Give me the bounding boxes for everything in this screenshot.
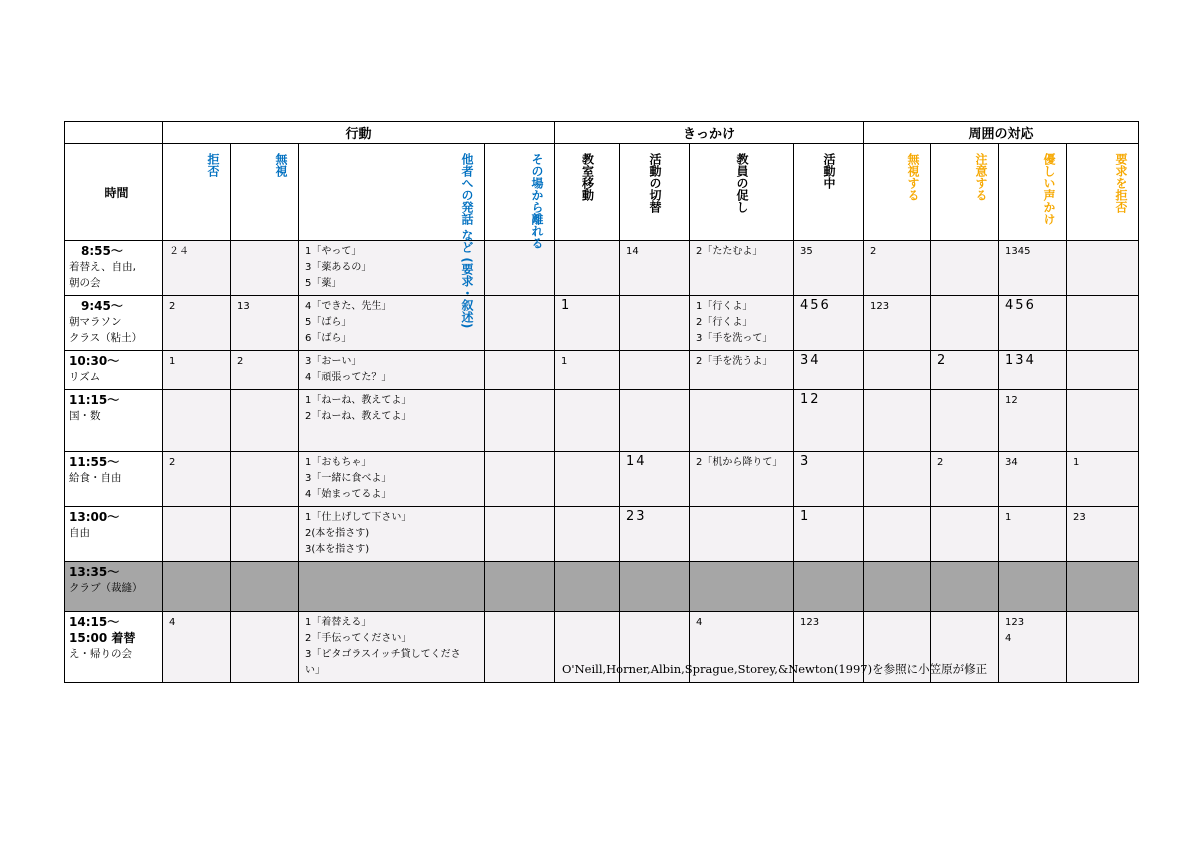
cell-entry: 2 — [937, 457, 944, 468]
activity-label: 自由 — [69, 527, 90, 539]
column-header — [163, 144, 231, 241]
data-cell — [299, 452, 485, 507]
data-cell — [690, 390, 794, 452]
cell-entry: 123 — [870, 301, 890, 312]
cell-entry: 1 — [1005, 512, 1012, 523]
cell-entry: 1 — [800, 509, 811, 524]
column-header — [1067, 144, 1139, 241]
activity-label: 国・数 — [69, 410, 101, 422]
cell-entry: 34 — [800, 353, 821, 368]
data-cell — [231, 507, 299, 562]
column-header — [864, 144, 931, 241]
cell-entry: 3 — [800, 454, 811, 469]
activity-label: クラス（粘土） — [69, 332, 143, 344]
cell-entry: 123 — [1005, 617, 1025, 628]
cell-entry: 4「できた、先生」 — [305, 301, 392, 312]
cell-entry: 2「たたむよ」 — [696, 246, 763, 257]
data-cell — [931, 562, 999, 612]
cell-entry: 12 — [800, 392, 821, 407]
data-cell — [620, 296, 690, 351]
column-header-label: 優しい声かけ — [1042, 153, 1057, 225]
table-row — [65, 507, 1139, 562]
data-cell — [555, 351, 620, 390]
data-cell — [485, 452, 555, 507]
data-cell — [1067, 351, 1139, 390]
cell-entry: 1 — [561, 298, 572, 313]
data-cell — [163, 390, 231, 452]
data-cell — [163, 296, 231, 351]
data-cell — [555, 390, 620, 452]
data-cell — [485, 612, 555, 683]
data-cell — [485, 296, 555, 351]
column-header-label: 注意する — [974, 153, 989, 201]
cell-entry: 3「おーい」 — [305, 356, 362, 367]
cell-entry: 3「一緒に食べよ」 — [305, 473, 392, 484]
data-cell — [690, 296, 794, 351]
cell-entry: 14 — [626, 454, 647, 469]
cell-entry: 2「机から降りて」 — [696, 457, 783, 468]
cell-entry: 456 — [800, 298, 831, 313]
column-header-label: 活動中 — [822, 153, 837, 189]
data-cell — [690, 241, 794, 296]
column-header — [555, 144, 620, 241]
data-cell — [864, 351, 931, 390]
data-cell — [555, 296, 620, 351]
data-cell — [999, 351, 1067, 390]
cell-entry: 23 — [1073, 512, 1086, 523]
cell-entry: 1「おもちゃ」 — [305, 457, 372, 468]
cell-entry: 2「ねーね、教えてよ」 — [305, 411, 412, 422]
data-cell — [1067, 612, 1139, 683]
cell-entry: 2 — [237, 356, 244, 367]
cell-entry: 134 — [1005, 353, 1036, 368]
cell-entry: 4「始まってるよ」 — [305, 489, 392, 500]
time-label: 11:55〜 — [69, 455, 120, 469]
activity-label: え・帰りの会 — [69, 648, 132, 660]
column-header-label: 教室移動 — [580, 153, 595, 201]
data-cell — [231, 351, 299, 390]
cell-entry: 14 — [626, 246, 639, 257]
column-header — [999, 144, 1067, 241]
data-cell — [690, 507, 794, 562]
data-cell — [794, 241, 864, 296]
cell-entry: 34 — [1005, 457, 1018, 468]
cell-entry: 4「頑張ってた？」 — [305, 372, 392, 383]
data-cell — [931, 390, 999, 452]
cell-entry: 5「ばら」 — [305, 317, 352, 328]
time-label: 13:00〜 — [69, 510, 120, 524]
table-row — [65, 241, 1139, 296]
data-cell — [299, 390, 485, 452]
cell-entry: 2 — [169, 301, 176, 312]
cell-entry: 1 — [1073, 457, 1080, 468]
data-cell — [620, 562, 690, 612]
column-header-label: 教員の促し — [735, 153, 750, 213]
column-header-label: 拒否 — [206, 153, 220, 177]
data-cell — [864, 241, 931, 296]
data-cell — [864, 296, 931, 351]
cell-entry: 456 — [1005, 298, 1036, 313]
data-cell — [620, 390, 690, 452]
data-cell — [620, 507, 690, 562]
cell-entry: 2 — [169, 457, 176, 468]
time-label: 13:35〜 — [69, 565, 120, 579]
column-header — [620, 144, 690, 241]
data-cell — [931, 507, 999, 562]
cell-entry: 23 — [626, 509, 647, 524]
table-row — [65, 562, 1139, 612]
data-cell — [620, 452, 690, 507]
data-cell — [794, 390, 864, 452]
cell-entry: 1 — [561, 356, 568, 367]
column-header-label: 無視する — [906, 153, 921, 201]
data-cell — [299, 351, 485, 390]
activity-label: リズム — [69, 371, 101, 383]
column-header — [690, 144, 794, 241]
time-label: 8:55〜 — [81, 244, 123, 258]
time-label: 9:45〜 — [81, 299, 123, 313]
data-cell — [794, 507, 864, 562]
cell-entry: 1「着替える」 — [305, 617, 372, 628]
column-header — [931, 144, 999, 241]
data-cell — [555, 562, 620, 612]
time-cell — [65, 612, 163, 683]
cell-entry: 1「仕上げして下さい」 — [305, 512, 412, 523]
group-header-response: 周囲の対応 — [864, 122, 1139, 144]
data-cell — [794, 296, 864, 351]
data-cell — [620, 241, 690, 296]
activity-label: 15:00 着替 — [69, 631, 136, 645]
data-cell — [231, 612, 299, 683]
time-label: 11:15〜 — [69, 393, 120, 407]
time-label: 14:15〜 — [69, 615, 120, 629]
data-cell — [163, 241, 231, 296]
corner-cell — [65, 122, 163, 144]
activity-label: 朝の会 — [69, 277, 101, 289]
data-cell — [231, 296, 299, 351]
data-cell — [1067, 562, 1139, 612]
data-cell — [163, 507, 231, 562]
data-cell — [794, 562, 864, 612]
data-cell — [999, 452, 1067, 507]
data-cell — [1067, 452, 1139, 507]
cell-entry: 2 — [937, 353, 948, 368]
data-cell — [690, 562, 794, 612]
data-cell — [620, 351, 690, 390]
citation-note: O'Neill,Horner,Albin,Sprague,Storey,&Newton(1997)を参照に小笠原が修正 — [562, 662, 988, 676]
data-cell — [864, 562, 931, 612]
group-header-behavior: 行動 — [163, 122, 555, 144]
cell-entry: 1345 — [1005, 246, 1031, 257]
data-cell — [299, 612, 485, 683]
data-cell — [931, 296, 999, 351]
data-cell — [1067, 241, 1139, 296]
data-cell — [1067, 296, 1139, 351]
data-cell — [999, 241, 1067, 296]
data-cell — [999, 390, 1067, 452]
data-cell — [999, 296, 1067, 351]
activity-label: 着替え、自由, — [69, 261, 136, 273]
column-header-label: その場から離れる — [530, 153, 545, 249]
data-cell — [485, 390, 555, 452]
data-cell — [999, 562, 1067, 612]
data-cell — [231, 241, 299, 296]
time-cell — [65, 452, 163, 507]
activity-label: クラブ（裁縫） — [69, 582, 143, 594]
data-cell — [864, 452, 931, 507]
column-header-label: 他者への発話 など (要求・叙述) — [460, 153, 474, 329]
data-cell — [485, 562, 555, 612]
time-cell — [65, 296, 163, 351]
column-header-label: 要求を拒否 — [1114, 153, 1129, 213]
table-row — [65, 452, 1139, 507]
cell-entry: 123 — [800, 617, 820, 628]
cell-entry: 3「薬あるの」 — [305, 262, 372, 273]
data-cell — [163, 562, 231, 612]
data-cell — [931, 452, 999, 507]
time-cell — [65, 390, 163, 452]
column-header-label: 活動の切替 — [648, 153, 663, 213]
cell-entry: 1「やって」 — [305, 246, 362, 257]
cell-entry: 12 — [1005, 395, 1018, 406]
column-header — [794, 144, 864, 241]
data-cell — [299, 562, 485, 612]
cell-entry: 2「手を洗うよ」 — [696, 356, 773, 367]
data-cell — [1067, 390, 1139, 452]
data-cell — [555, 241, 620, 296]
data-cell — [931, 351, 999, 390]
cell-entry: 13 — [237, 301, 250, 312]
data-cell — [163, 452, 231, 507]
data-cell — [999, 507, 1067, 562]
data-cell — [299, 507, 485, 562]
time-cell — [65, 351, 163, 390]
time-column-header: 時間 — [65, 144, 163, 241]
data-cell — [231, 562, 299, 612]
observation-table — [64, 121, 1139, 683]
column-header — [231, 144, 299, 241]
data-cell — [485, 351, 555, 390]
data-cell — [794, 351, 864, 390]
column-header-label: 無視 — [274, 153, 288, 177]
data-cell — [690, 452, 794, 507]
data-cell — [231, 390, 299, 452]
cell-entry: 1「行くよ」 — [696, 301, 753, 312]
cell-entry: 1 — [169, 356, 176, 367]
cell-entry: 4 — [169, 617, 176, 628]
data-cell — [485, 507, 555, 562]
cell-entry: 1「ねーね、教えてよ」 — [305, 395, 412, 406]
data-cell — [864, 390, 931, 452]
activity-label: 給食・自由 — [69, 472, 122, 484]
time-cell — [65, 562, 163, 612]
time-label: 10:30〜 — [69, 354, 120, 368]
data-cell — [231, 452, 299, 507]
data-cell — [555, 452, 620, 507]
cell-entry: ２４ — [169, 246, 189, 257]
cell-entry: 6「ばら」 — [305, 333, 352, 344]
data-cell — [299, 296, 485, 351]
group-header-trigger: きっかけ — [555, 122, 864, 144]
time-cell — [65, 507, 163, 562]
activity-label: 朝マラソン — [69, 316, 122, 328]
cell-entry: 3「手を洗って」 — [696, 333, 773, 344]
column-header — [485, 144, 555, 249]
data-cell — [163, 351, 231, 390]
cell-entry: 2 — [870, 246, 877, 257]
data-cell — [794, 452, 864, 507]
data-cell — [299, 241, 485, 296]
cell-entry: 2「手伝ってください」 — [305, 633, 412, 644]
data-cell — [163, 612, 231, 683]
data-cell — [931, 241, 999, 296]
data-cell — [999, 612, 1067, 683]
cell-entry: 2「行くよ」 — [696, 317, 753, 328]
table-row — [65, 296, 1139, 351]
cell-entry: 3「ピタゴラスイッチ貸してくださ — [305, 649, 461, 660]
data-cell — [864, 507, 931, 562]
cell-entry: 35 — [800, 246, 813, 257]
cell-entry: 3(本を指さす) — [305, 544, 370, 555]
cell-entry: 4 — [696, 617, 703, 628]
data-cell — [690, 351, 794, 390]
cell-entry: い」 — [305, 665, 325, 676]
table-row — [65, 390, 1139, 452]
cell-entry: 5「薬」 — [305, 278, 342, 289]
cell-entry: 2(本を指さす) — [305, 528, 370, 539]
cell-entry: 4 — [1005, 633, 1012, 644]
data-cell — [555, 507, 620, 562]
data-cell — [1067, 507, 1139, 562]
table-row — [65, 351, 1139, 390]
time-cell — [65, 241, 163, 296]
